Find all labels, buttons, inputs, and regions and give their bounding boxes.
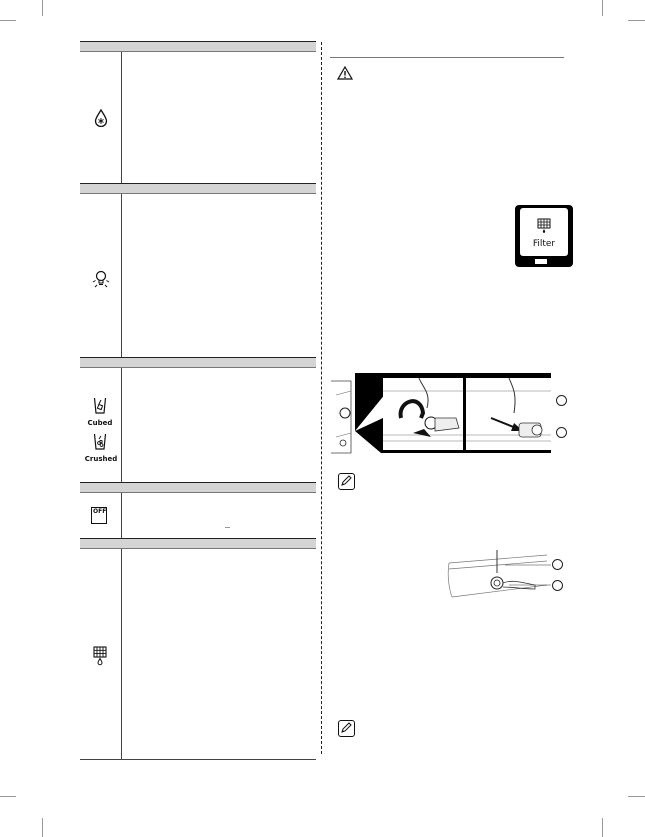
section-rule <box>330 57 564 58</box>
filter-reset-icon <box>92 646 108 666</box>
filter-removal-illustration <box>331 373 556 457</box>
column-divider-dashed <box>321 42 322 754</box>
crop-mark <box>42 0 43 16</box>
filter-button <box>515 205 573 267</box>
crop-mark <box>628 796 645 797</box>
crushed-ice-icon <box>92 432 108 450</box>
light-bulb-icon <box>90 268 112 290</box>
table-bottom-border <box>80 759 316 760</box>
filter-compartment-illustration <box>447 545 552 603</box>
column-divider <box>121 549 122 759</box>
crop-mark <box>602 818 603 837</box>
crop-mark <box>42 818 43 837</box>
cubed-label: Cubed <box>87 419 113 427</box>
section-header <box>80 41 316 52</box>
crop-mark <box>0 20 16 21</box>
note-pencil-icon <box>338 720 355 737</box>
filter-button-face <box>520 208 568 256</box>
cubed-ice-icon <box>92 396 108 414</box>
section-header <box>80 183 316 194</box>
column-divider <box>121 493 122 538</box>
small-mark <box>225 527 230 528</box>
column-divider <box>121 194 122 357</box>
ice-off-text: OFF <box>93 508 107 515</box>
column-divider <box>121 368 122 482</box>
section-header <box>80 538 316 549</box>
callout-2 <box>556 427 567 438</box>
callout-1 <box>552 559 563 570</box>
callout-2 <box>552 580 563 591</box>
crop-mark <box>628 20 645 21</box>
callout-1 <box>556 395 567 406</box>
section-header <box>80 357 316 368</box>
filter-grid-icon <box>537 218 551 233</box>
filter-button-notch <box>535 259 547 264</box>
crop-mark <box>602 0 603 16</box>
ice-water-droplet-icon <box>92 108 110 128</box>
filter-button-label: Filter <box>532 239 556 249</box>
column-divider <box>121 52 122 183</box>
crushed-label: Crushed <box>84 455 118 463</box>
section-header <box>80 482 316 493</box>
crop-mark <box>0 796 16 797</box>
warning-triangle-icon <box>337 66 353 80</box>
note-pencil-icon <box>338 473 355 490</box>
ice-off-icon <box>91 507 107 524</box>
